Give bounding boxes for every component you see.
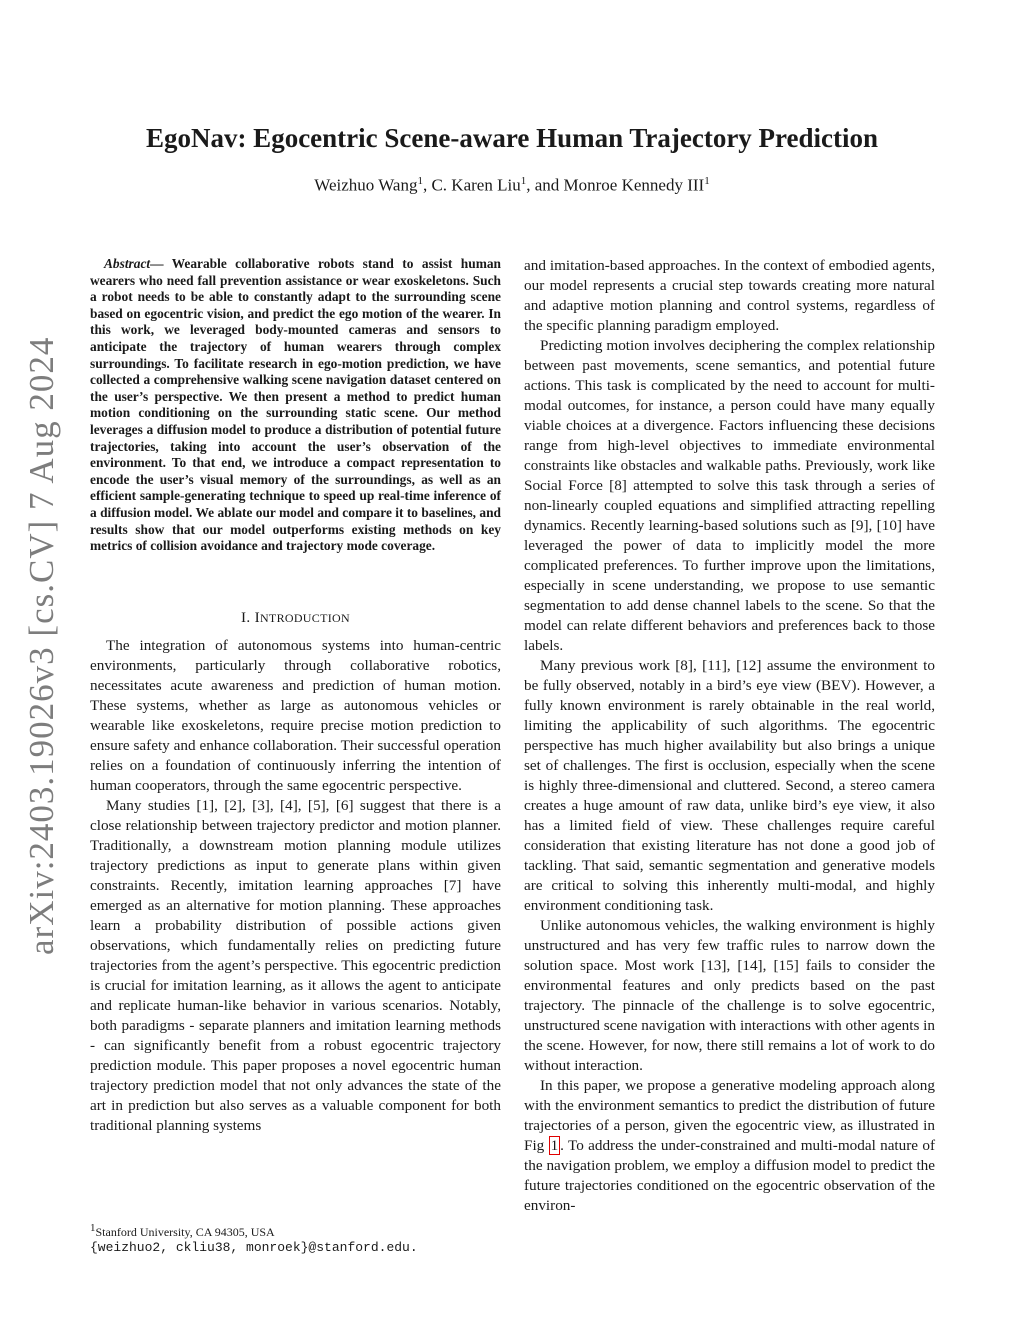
body-paragraph: The integration of autonomous systems into human-centric environments, particularly through collaborative robotics, necessitates acute awareness and prediction of human motion. These systems, whether as large as autonomous vehicles or wearable like exoskeletons, require precise motion prediction to ensure safety and enhance collaboration. Their successful operation relies on a foundation of continuously inferring the intention of human cooperators, through the same egocentric perspective. [90,636,501,794]
section-title-initial: I [254,608,260,626]
right-column [524,256,935,1216]
affiliation-mark: 1 [520,175,527,187]
paragraph-text: . To address the under-constrained and multi-modal nature of the navigation problem, we employ a diffusion model to predict the future trajectories conditioned on the egocentric observation of the environ- [524,1137,935,1214]
section-heading-introduction [90,608,501,628]
author-list [80,170,944,197]
body-paragraph [524,1076,935,1216]
author-separator: , and [526,175,564,195]
body-paragraph: Predicting motion involves deciphering the complex relationship between past movements, scene semantics, and potential future actions. This task is complicated by the need to account for multi-modal outcomes, for instance, a person could have many equally viable choices at a divergence. Factors influencing these decisions range from high-level objectives to immediate environmental constraints like obstacles and walkable paths. Previously, work like Social Force [8] attempted to solve this task through a series of non-linearly coupled equations and simplified attracting repelling dynamics. Recently learning-based solutions such as [9], [10] have leveraged the power of data to implicitly model the more complicated preferences. To further improve upon the limitations, especially in scene understanding, we propose to use semantic segmentation to add dense channel labels to the scene. So that the model can relate different behaviors and preferences back to those labels. [524,337,935,654]
author-name: C. Karen Liu [431,175,521,195]
footnote-mark: 1 [90,1222,96,1234]
author-emails: {weizhuo2, ckliu38, monroek}@stanford.edu. [90,1240,418,1255]
body-paragraph: Many previous work [8], [11], [12] assume the environment to be fully observed, notably in a bird’s eye view (BEV). However, a fully known environment is rarely obtainable in the real world, limiting the applicability of such algorithms. The egocentric perspective has much higher availability but also brings a unique set of challenges. The first is occlusion, especially when the scene is highly three-dimensional and cluttered. Second, a stereo camera creates a huge amount of raw data, unlike bird’s eye view, it also has a limited field of view. These challenges require careful consideration that existing literature has not done a good job of tackling. That said, semantic segmentation and generative models are critical to solving this inherently multi-modal, and highly environment conditioning task. [524,657,935,914]
arxiv-id: arXiv:2403.19026v3 [cs.CV] 7 Aug 2024 [22,336,61,955]
section-numeral: I. [241,608,255,626]
paper-title: EgoNav: Egocentric Scene-aware Human Trajectory Prediction [145,123,879,153]
paragraph-text: In this paper, we propose a generative modeling approach along with the environment semantics to predict the distribution of future trajectories of a person, given the egocentric view, as illustrated in Fig [524,1077,935,1154]
author-separator: , [422,175,432,195]
section-title-rest: NTRODUCTION [259,610,350,625]
abstract [90,256,501,555]
author-name: Monroe Kennedy III [563,175,705,195]
left-column [90,256,501,1136]
body-paragraph: and imitation-based approaches. In the context of embodied agents, our model represents a crucial step towards creating more natural and adaptive motion planning and control systems, regardless of the specific planning paradigm employed. [524,257,935,334]
abstract-label: Abstract [104,256,151,271]
author-name: Weizhuo Wang [314,175,418,195]
affiliation-mark: 1 [704,175,710,187]
body-paragraph: Many studies [1], [2], [3], [4], [5], [6] suggest that there is a close relationship between trajectory predictor and motion planner. Traditionally, a downstream motion planning module utilizes trajectory predictions as input to generate plans within given constraints. Recently, imitation learning approaches [7] have emerged as an alternative for motion planning. These approaches learn a probability distribution of possible actions given observations, which fundamentally relies on predicting future trajectories from the agent’s perspective. This egocentric prediction is crucial for imitation learning, as it allows the agent to anticipate and replicate human-like behavior in various scenarios. Notably, both paradigms - separate planners and imitation learning methods - can significantly benefit from a robust egocentric trajectory prediction module. This paper proposes a novel egocentric human trajectory prediction model that not only advances the state of the art in prediction but also serves as a valuable component for both traditional planning systems [90,796,501,1134]
abstract-text: Wearable collaborative robots stand to assist human wearers who need fall prevention assistance or wear exoskeletons. Such a robot needs to be able to constantly adapt to the surrounding scene based on egocentric vision, and predict the ego motion of the wearer. In this work, we leveraged body-mounted cameras and sensors to anticipate the trajectory of human wearers through complex surroundings. To facilitate research in ego-motion prediction, we have collected a comprehensive walking scene navigation dataset centered on the user’s perspective. We then present a method to predict human motion conditioning on the surrounding static scene. Our method leverages a diffusion model to produce a distribution of potential future trajectories, taking into account the user’s observation of the environment. To that end, we introduce a compact representation to encode the user’s visual memory of the surroundings, as well as an efficient sample-generating technique to speed up real-time inference of a diffusion model. We ablate our model and compare it to baselines, and results show that our model outperforms existing methods on key metrics of collision avoidance and trajectory mode coverage. [90,256,501,554]
affiliation-mark: 1 [417,175,423,187]
footnote [90,1220,510,1256]
affiliation-text: Stanford University, CA 94305, USA [95,1225,275,1239]
abstract-dash: — [150,256,172,271]
body-paragraph: Unlike autonomous vehicles, the walking environment is highly unstructured and has very few traffic rules to narrow down the solution space. Most work [13], [14], [15] fails to consider the environmental features and only predicts based on the past trajectory. The pinnacle of the challenge is to solve egocentric, unstructured scene navigation with interactions with other agents in the scene. However, for now, there still remains a lot of work to do without interaction. [524,917,935,1074]
footnote-affiliation [90,1220,510,1240]
figure-reference-link[interactable]: 1 [550,1137,559,1154]
